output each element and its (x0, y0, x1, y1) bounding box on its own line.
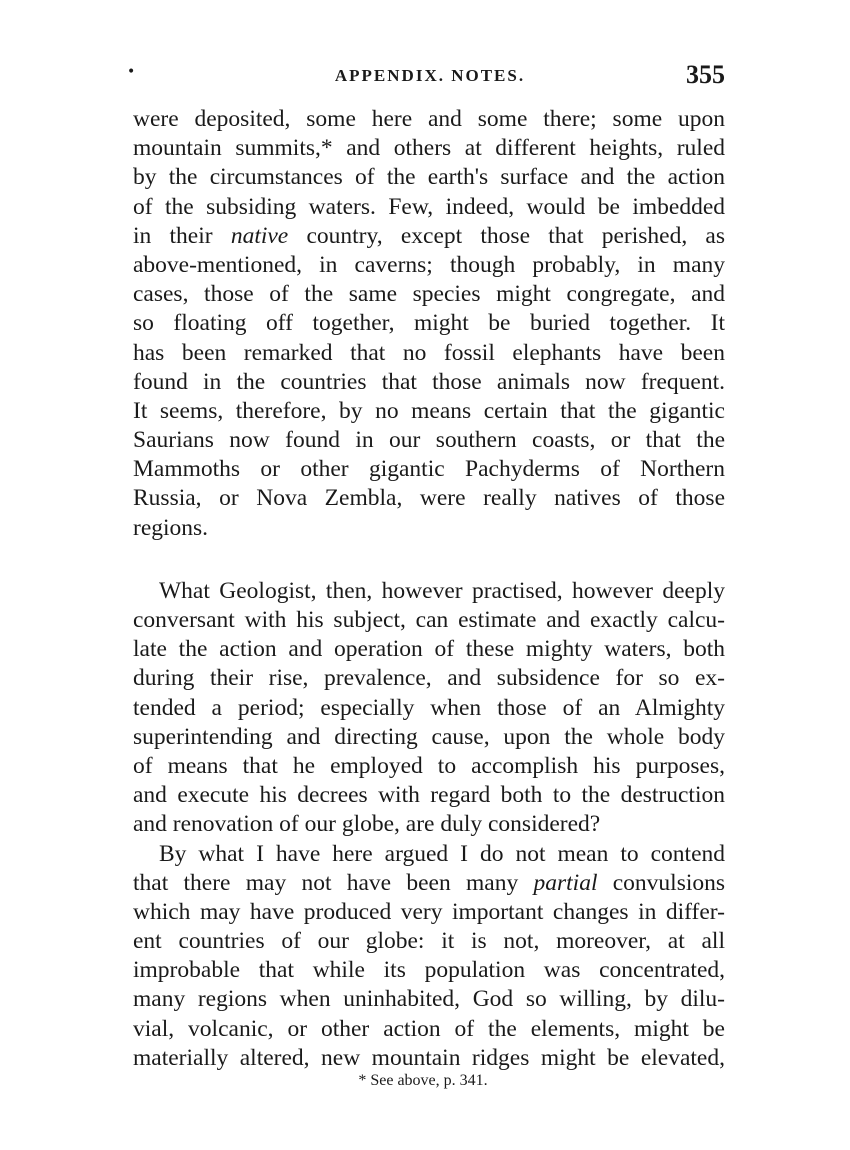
running-header (127, 60, 725, 94)
footnote (0, 1072, 850, 1090)
text-line: which may have produced very important changes in differ- (133, 898, 725, 925)
header-mark: • (127, 64, 136, 80)
text-line: cases, those of the same species might congregate, and (133, 281, 725, 308)
italic-word: partial (533, 869, 598, 896)
text-line: by the circumstances of the earth's surface and the action (133, 164, 725, 191)
footnote-text: * See above, p. 341. (358, 1072, 488, 1089)
text-line: regions. (133, 514, 209, 541)
text-line: of means that he employed to accomplish his purposes, (133, 752, 725, 779)
text-line: It seems, therefore, by no means certain that the gigantic (133, 397, 725, 424)
text-line: late the action and operation of these mighty waters, both (133, 636, 725, 663)
text-line: of the subsiding waters. Few, indeed, would be imbedded (133, 193, 725, 220)
paragraph-1 (133, 105, 725, 543)
text-line: in their native country, except those that perished, as (133, 222, 725, 249)
text-line: mountain summits,* and others at different heights, ruled (133, 135, 725, 162)
italic-word: native (230, 222, 289, 249)
text-line: What Geologist, then, however practised, however deeply (159, 577, 725, 604)
text-line: Saurians now found in our southern coasts, or that the (133, 427, 725, 454)
text-line: materially altered, new mountain ridges might be elevated, (133, 1044, 725, 1071)
text-line: conversant with his subject, can estimate and exactly calcu- (133, 607, 725, 633)
text-line: superintending and directing cause, upon the whole body (133, 723, 725, 750)
body-text (133, 105, 725, 1073)
running-title: APPENDIX. NOTES. (334, 66, 526, 85)
text-line: vial, volcanic, or other action of the elements, might be (133, 1015, 725, 1042)
page-number: 355 (686, 60, 725, 89)
text-line: that there may not have been many partial convulsions (133, 869, 726, 896)
text-line: and renovation of our globe, are duly considered? (133, 811, 601, 838)
text-line: found in the countries that those animals now frequent. (133, 368, 725, 395)
text-line: improbable that while its population was concentrated, (133, 957, 725, 984)
paragraph-3 (133, 840, 725, 1074)
text-line: during their rise, prevalence, and subsidence for so ex- (133, 665, 725, 692)
paragraph-2 (133, 577, 725, 840)
text-line: ent countries of our globe: it is not, moreover, at all (133, 928, 725, 955)
text-line: above-mentioned, in caverns; though probably, in many (133, 251, 725, 278)
text-line: so floating off together, might be buried together. It (133, 310, 725, 337)
text-line: Mammoths or other gigantic Pachyderms of Northern (133, 456, 725, 483)
text-line: tended a period; especially when those of an Almighty (133, 694, 725, 721)
text-line: has been remarked that no fossil elephants have been (133, 339, 725, 366)
text-line: were deposited, some here and some there; some upon (133, 106, 725, 132)
paragraph-gap (133, 543, 725, 577)
text-line: By what I have here argued I do not mean to contend (159, 840, 725, 867)
text-line: many regions when uninhabited, God so willing, by dilu- (133, 986, 725, 1013)
text-line: and execute his decrees with regard both to the destruction (133, 782, 725, 809)
text-line: Russia, or Nova Zembla, were really natives of those (133, 485, 725, 512)
